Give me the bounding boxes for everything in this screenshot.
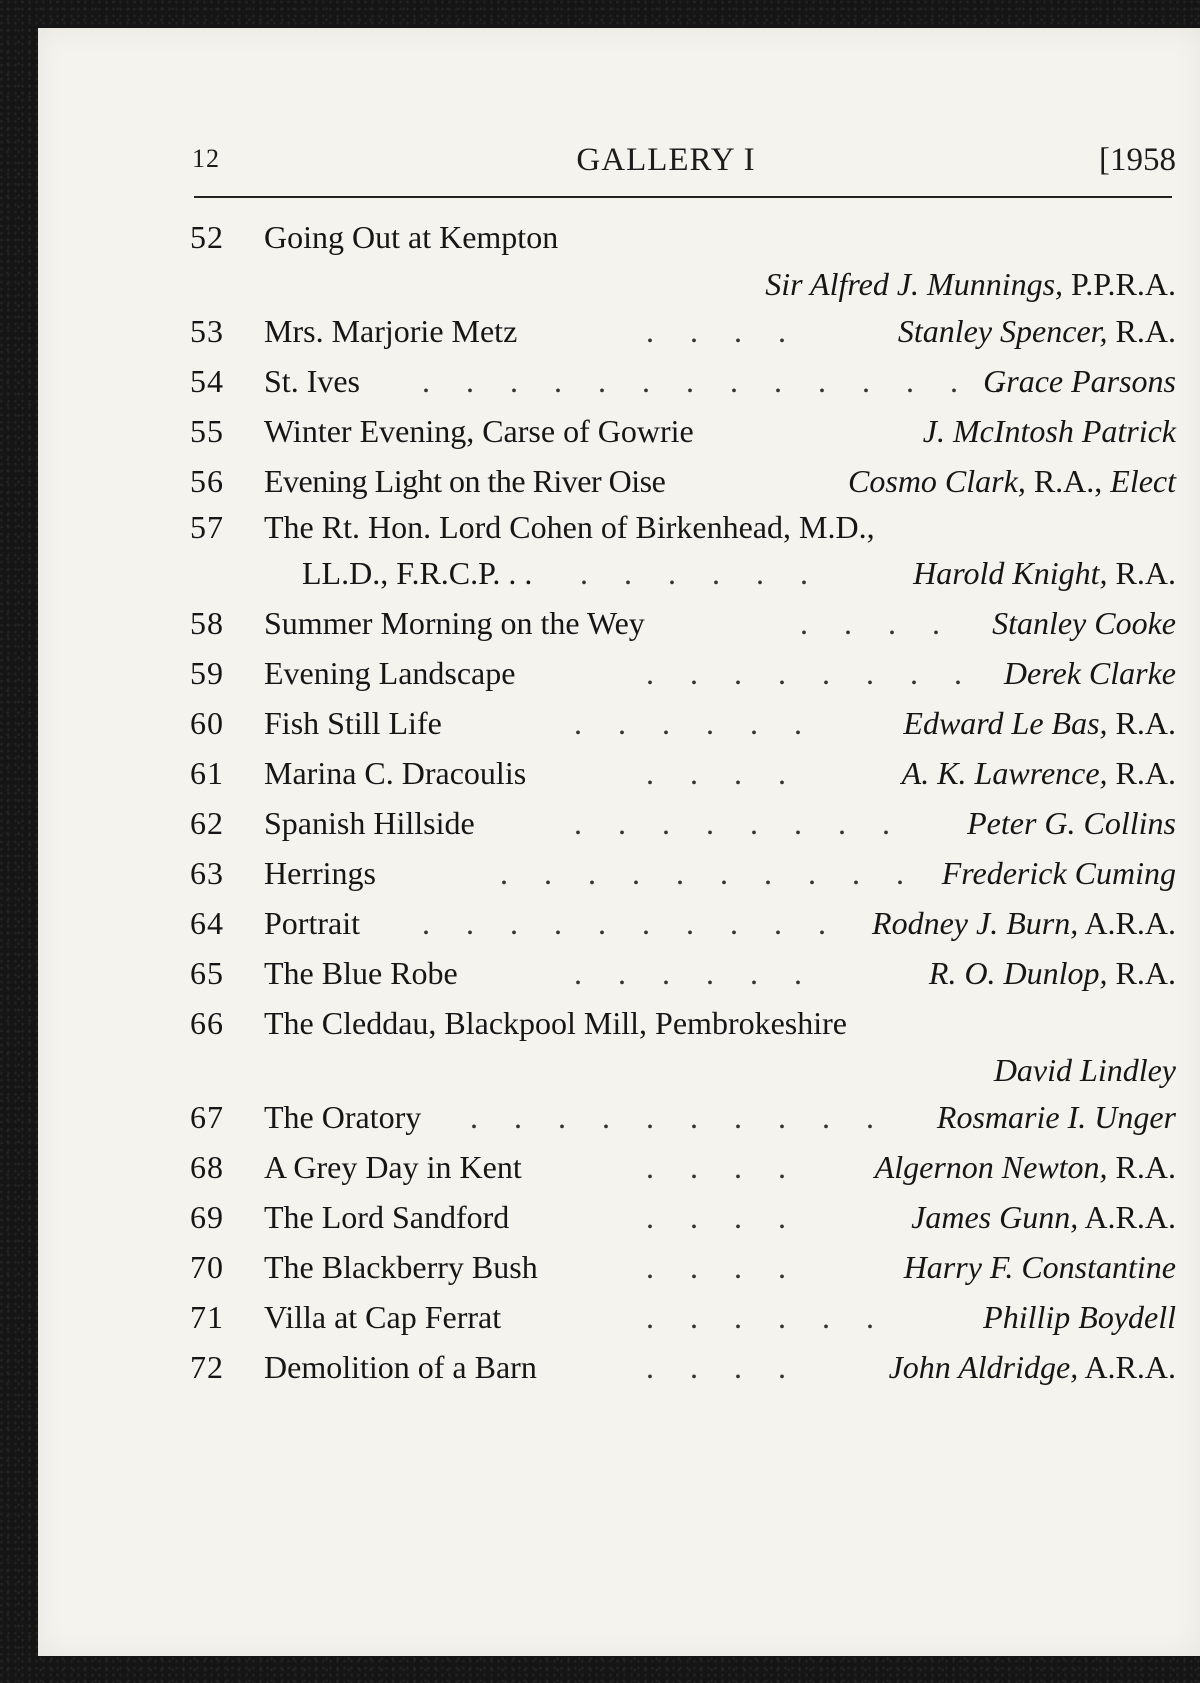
entry-number: 67 [190, 1099, 224, 1135]
catalogue-entry [184, 898, 1176, 948]
entry-number: 58 [190, 605, 224, 641]
entry-title: The Blackberry Bush [264, 1249, 538, 1285]
catalogue-entry [184, 506, 1176, 598]
leader-dots: . . . . . . . . [574, 805, 904, 841]
entry-title: The Blue Robe [264, 955, 458, 991]
leader-dots: . . . . . . . . [646, 655, 976, 691]
entry-artist [898, 306, 1176, 356]
entry-artist [929, 948, 1176, 998]
leader-dots: . . . . . . [574, 955, 816, 991]
catalogue-entry [184, 356, 1176, 406]
entry-number: 53 [190, 313, 224, 349]
entry-artist [848, 456, 1176, 506]
artist-name: Edward Le Bas, [903, 705, 1108, 741]
leader-dots: . . . . [646, 1149, 800, 1185]
leader-dots: . . . . [646, 755, 800, 791]
entry-artist [875, 1142, 1176, 1192]
entry-number: 52 [190, 219, 224, 255]
entry-number: 71 [190, 1299, 224, 1335]
artist-honours: R.A. [1107, 955, 1176, 991]
leader-dots: . . . . [646, 313, 800, 349]
entry-title: Villa at Cap Ferrat [264, 1299, 502, 1335]
artist-honours-suffix: Elect [1102, 463, 1176, 499]
leader-dots: . . . . [646, 1249, 800, 1285]
artist-name: Stanley Spencer, [897, 313, 1108, 349]
leader-dots: . . . . . . [574, 705, 816, 741]
entry-title: The Lord Sandford [264, 1199, 510, 1235]
artist-name: Rosmarie I. Unger [936, 1099, 1176, 1135]
catalogue-entry [184, 598, 1176, 648]
entry-title: Mrs. Marjorie Metz [264, 313, 518, 349]
catalogue-entry [184, 306, 1176, 356]
catalogue-entry [184, 648, 1176, 698]
artist-name: Stanley Cooke [992, 605, 1176, 641]
entry-artist [923, 406, 1176, 456]
artist-name: Rodney J. Burn, [872, 905, 1079, 941]
artist-name: Grace Parsons [983, 363, 1176, 399]
artist-name: A. K. Lawrence, [901, 755, 1108, 791]
entry-title-continued: LL.D., F.R.C.P. . . [302, 555, 533, 591]
leader-dots: . . . . . . [646, 1299, 888, 1335]
entry-number: 57 [190, 509, 224, 545]
catalogue-entry [184, 1192, 1176, 1242]
catalogue-entry [184, 456, 1176, 506]
leader-dots: . . . . . . . . . . [500, 855, 918, 891]
artist-honours: R.A. [1107, 1149, 1176, 1185]
artist-name: Harry F. Constantine [903, 1249, 1176, 1285]
entry-title: The Oratory [264, 1099, 422, 1135]
entry-artist [889, 1342, 1176, 1392]
artist-honours: A.R.A. [1078, 1349, 1176, 1385]
entry-artist [967, 798, 1176, 848]
leader-dots: . . . . [646, 1349, 800, 1385]
artist-name: Harold Knight, [913, 555, 1108, 591]
entry-number: 59 [190, 655, 224, 691]
entry-number: 61 [190, 755, 224, 791]
entry-title: Spanish Hillside [264, 805, 475, 841]
artist-name: John Aldridge, [888, 1349, 1079, 1385]
entry-title: A Grey Day in Kent [264, 1149, 522, 1185]
entry-title: Demolition of a Barn [264, 1349, 537, 1385]
entry-artist [911, 1192, 1176, 1242]
entry-number: 60 [190, 705, 224, 741]
entry-number: 64 [190, 905, 224, 941]
catalogue-entry [184, 1292, 1176, 1342]
entry-title: Fish Still Life [264, 705, 442, 741]
entry-artist [942, 848, 1176, 898]
entry-number: 66 [190, 1005, 224, 1041]
entry-artist [903, 698, 1176, 748]
catalogue-entry [184, 698, 1176, 748]
catalogue-entry [184, 212, 1176, 306]
entry-number: 65 [190, 955, 224, 991]
entry-title: The Rt. Hon. Lord Cohen of Birkenhead, M.D., [264, 509, 875, 545]
entry-artist [983, 1292, 1176, 1342]
catalogue-entry [184, 1092, 1176, 1142]
artist-name: Cosmo Clark, [848, 463, 1026, 499]
catalogue-entry [184, 848, 1176, 898]
artist-name: David Lindley [993, 1052, 1176, 1088]
catalogue-entry [184, 948, 1176, 998]
artist-name: Phillip Boydell [983, 1299, 1176, 1335]
entry-number: 54 [190, 363, 224, 399]
entry-artist [994, 1048, 1176, 1092]
artist-honours: A.R.A. [1078, 1199, 1176, 1235]
entry-number: 72 [190, 1349, 224, 1385]
entry-artist [937, 1092, 1176, 1142]
entry-artist [1004, 648, 1176, 698]
entry-artist [904, 1242, 1176, 1292]
entry-artist [765, 262, 1176, 306]
entry-number: 55 [190, 413, 224, 449]
entry-title: Going Out at Kempton [264, 219, 559, 255]
artist-name: Algernon Newton, [874, 1149, 1108, 1185]
entry-number: 63 [190, 855, 224, 891]
page-number: 12 [192, 144, 220, 173]
leader-dots: . . . . . . . . . . [422, 905, 840, 941]
entry-title: Summer Morning on the Wey [264, 605, 645, 641]
entry-number: 69 [190, 1199, 224, 1235]
entry-artist [872, 898, 1176, 948]
artist-name: James Gunn, [911, 1199, 1079, 1235]
page-year: [1958 [1099, 142, 1176, 178]
entry-title: Evening Light on the River Oise [264, 463, 666, 499]
catalogue-entry [184, 1342, 1176, 1392]
entry-artist [902, 748, 1176, 798]
page-header [156, 142, 1176, 192]
artist-name: R. O. Dunlop, [928, 955, 1108, 991]
artist-name: Frederick Cuming [941, 855, 1176, 891]
artist-honours: R.A. [1107, 313, 1176, 349]
entry-number: 68 [190, 1149, 224, 1185]
leader-dots: . . . . . . . . . . [470, 1099, 888, 1135]
entry-title: Herrings [264, 855, 376, 891]
leader-dots: . . . . [800, 605, 954, 641]
entry-artist [983, 356, 1176, 406]
catalogue-entry [184, 1242, 1176, 1292]
artist-honours: A.R.A. [1078, 905, 1176, 941]
entry-artist [913, 548, 1176, 598]
artist-name: J. McIntosh Patrick [922, 413, 1176, 449]
entry-number: 70 [190, 1249, 224, 1285]
entry-title: Winter Evening, Carse of Gowrie [264, 413, 694, 449]
artist-honours: R.A. [1107, 555, 1176, 591]
leader-dots: . . . . [646, 1199, 800, 1235]
artist-name: Peter G. Collins [967, 805, 1176, 841]
entry-title: St. Ives [264, 363, 360, 399]
catalogue-entry [184, 1142, 1176, 1192]
catalogue-entry [184, 798, 1176, 848]
leader-dots: . . . . . . . . . . . . . . [422, 363, 1016, 399]
catalogue-entry [184, 406, 1176, 456]
entry-number: 56 [190, 463, 224, 499]
entry-artist [992, 598, 1176, 648]
artist-honours: R.A. [1107, 755, 1176, 791]
header-rule [194, 196, 1172, 198]
catalogue-entry [184, 748, 1176, 798]
entry-title: The Cleddau, Blackpool Mill, Pembrokeshire [264, 1005, 847, 1041]
artist-honours: R.A., [1025, 463, 1103, 499]
artist-name: Derek Clarke [1003, 655, 1176, 691]
catalogue-entry-list [184, 212, 1176, 1392]
entry-title: Portrait [264, 905, 360, 941]
artist-name: Sir Alfred J. Munnings, [765, 266, 1064, 302]
artist-honours: R.A. [1107, 705, 1176, 741]
catalogue-entry [184, 998, 1176, 1092]
entry-title: Evening Landscape [264, 655, 516, 691]
entry-title: Marina C. Dracoulis [264, 755, 527, 791]
page-title: GALLERY I [576, 142, 756, 178]
entry-number: 62 [190, 805, 224, 841]
leader-dots: . . . . . . [580, 555, 822, 591]
artist-honours: P.P.R.A. [1063, 266, 1176, 302]
